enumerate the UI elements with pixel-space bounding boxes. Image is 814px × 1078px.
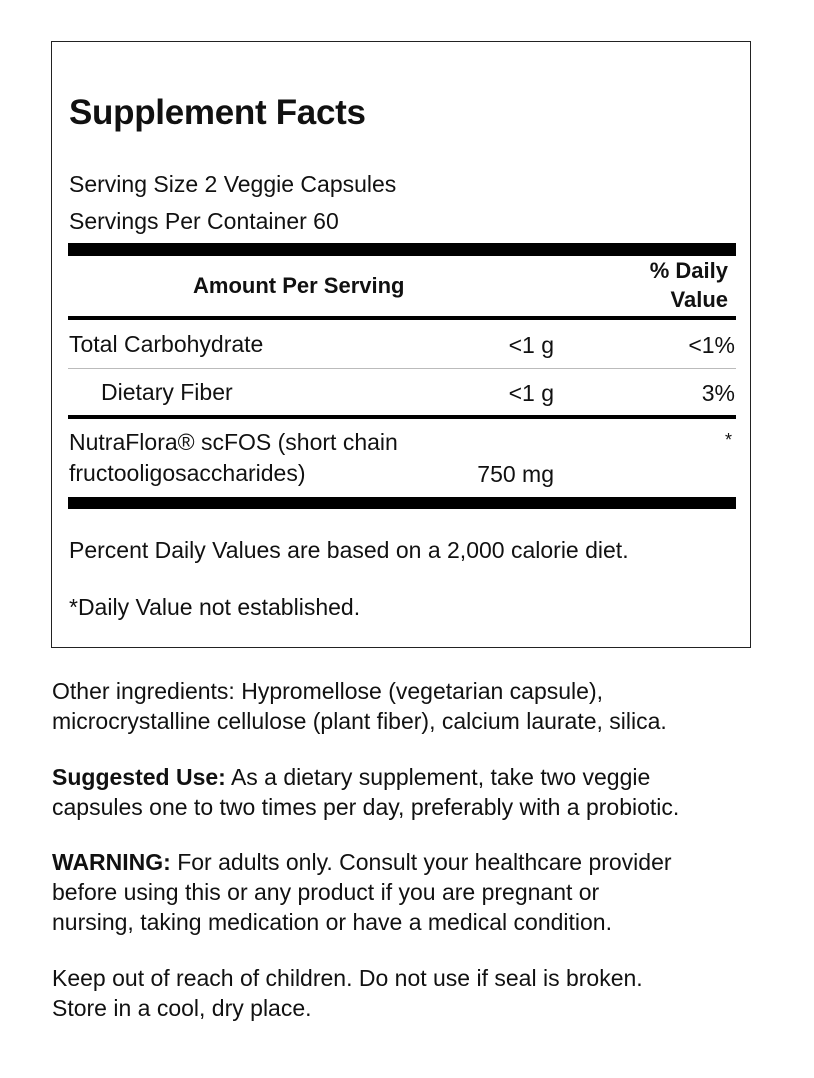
warning-label: WARNING:: [52, 849, 171, 875]
footnote-asterisk: *Daily Value not established.: [69, 594, 361, 620]
nutrient-name: Total Carbohydrate: [69, 331, 264, 357]
nutrient-name-line1: NutraFlora® scFOS (short chain: [69, 429, 398, 455]
warning: [52, 847, 792, 937]
suggested-use-text: As a dietary supplement, take two veggie: [225, 764, 651, 790]
footnote-percent-daily: Percent Daily Values are based on a 2,000 calorie diet.: [69, 537, 629, 563]
row-divider-thick: [68, 415, 736, 419]
storage-line: Store in a cool, dry place.: [52, 995, 312, 1021]
thick-divider: [68, 243, 736, 256]
nutrient-amount: 750 mg: [477, 461, 554, 487]
warning-line: nursing, taking medication or have a medical condition.: [52, 909, 612, 935]
header-amount-per-serving: Amount Per Serving: [193, 273, 405, 298]
nutrient-daily-value: 3%: [701, 380, 735, 406]
serving-size: Serving Size 2 Veggie Capsules: [69, 171, 397, 197]
warning-line: [52, 847, 792, 877]
row-divider: [68, 368, 736, 369]
warning-text: For adults only. Consult your healthcare provider: [170, 849, 672, 875]
header-daily-value-line2: Value: [670, 287, 728, 312]
nutrient-name-line2: fructooligosaccharides): [69, 460, 306, 486]
other-ingredients: [52, 676, 792, 736]
nutrient-name: Dietary Fiber: [101, 379, 233, 405]
other-ingredients-line: microcrystalline cellulose (plant fiber), calcium laurate, silica.: [52, 708, 667, 734]
nutrient-amount: <1 g: [508, 380, 554, 406]
header-divider: [68, 316, 736, 320]
storage-line: Keep out of reach of children. Do not use if seal is broken.: [52, 965, 643, 991]
nutrient-daily-value: *: [724, 430, 732, 450]
header-daily-value-line1: % Daily: [649, 258, 728, 283]
nutrient-daily-value: <1%: [688, 332, 735, 358]
suggested-use-line: [52, 762, 792, 792]
supplement-facts-panel: [51, 41, 751, 648]
storage-instructions: [52, 963, 792, 1023]
suggested-use: [52, 762, 792, 822]
nutrient-amount: <1 g: [508, 332, 554, 358]
panel-title: Supplement Facts: [69, 93, 366, 132]
warning-line: before using this or any product if you are pregnant or: [52, 879, 600, 905]
servings-per-container: Servings Per Container 60: [69, 208, 339, 234]
thick-divider: [68, 497, 736, 509]
suggested-use-label: Suggested Use:: [52, 764, 226, 790]
suggested-use-line: capsules one to two times per day, preferably with a probiotic.: [52, 794, 680, 820]
other-ingredients-line: Other ingredients: Hypromellose (vegetarian capsule),: [52, 678, 603, 704]
